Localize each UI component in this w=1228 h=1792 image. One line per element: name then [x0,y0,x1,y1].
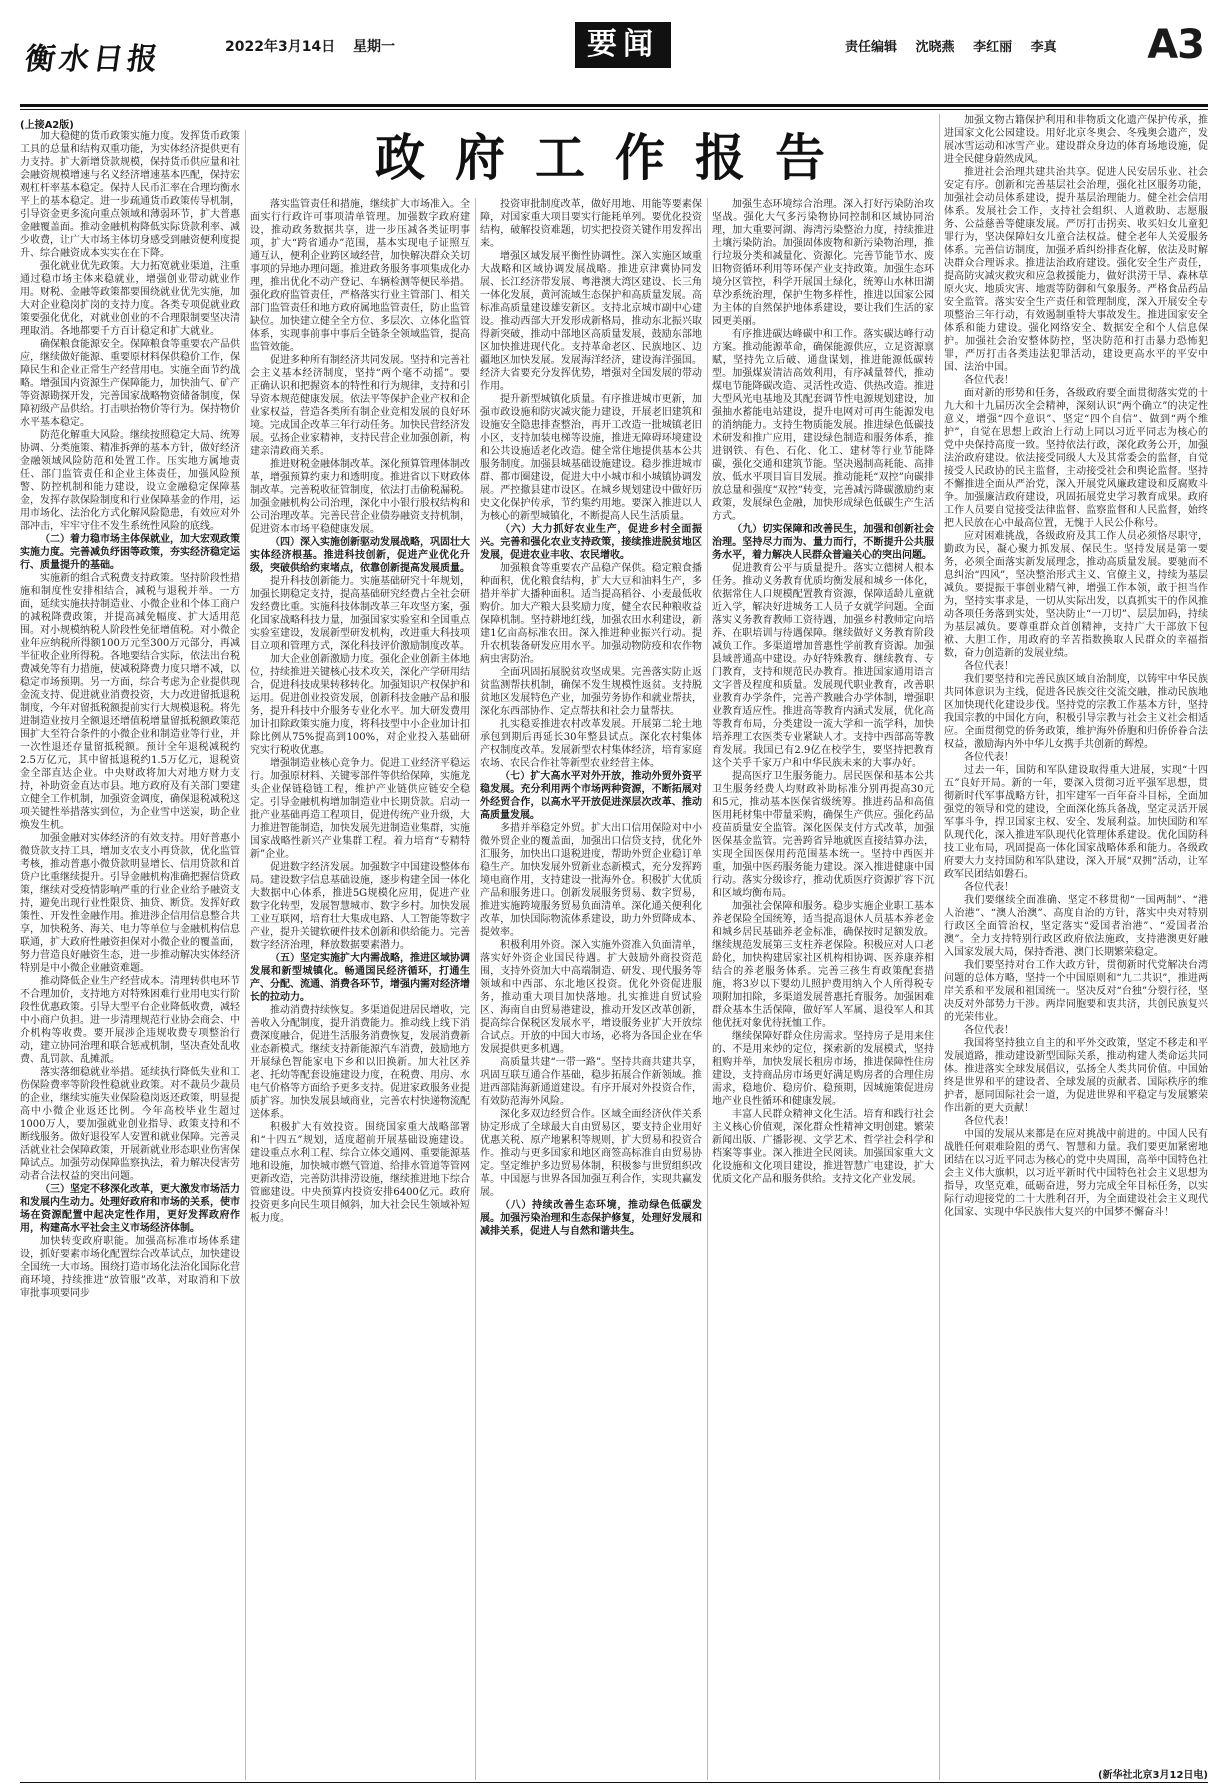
article-paragraph: 中国的发展从来都是在应对挑战中前进的。中国人民有战胜任何艰难险阻的勇气、智慧和力量。我们要更加紧密地团结在以习近平同志为核心的党中央周围，高举中国特色社会主义伟大旗帜，以习近平新时代中国特色社会主义思想为指导，攻坚克难，砥砺奋进，努力完成全年目标任务，以实际行动迎接党的二十大胜利召开，为全面建设社会主义现代化国家、实现中华民族伟大复兴的中国梦不懈奋斗！ [944,1129,1208,1218]
bottom-rule [20,1782,1208,1783]
article-paragraph: 加强文物古籍保护利用和非物质文化遗产保护传承，推进国家文化公园建设。用好北京冬奥会、冬残奥会遗产，发展冰雪运动和冰雪产业。建设群众身边的体育场地设施，促进全民健身蔚然成风。 [944,115,1208,165]
article-paragraph: 深化多双边经贸合作。区域全面经济伙伴关系协定形成了全球最大自由贸易区，要支持企业用好优惠关税、原产地累积等规则，扩大贸易和投资合作。推动与更多国家和地区商签高标准自由贸易协定。坚定维护多边贸易体制，积极参与世贸组织改革。中国愿与世界各国加强互利合作，实现共赢发展。 [480,1109,702,1198]
masthead-rule [20,104,1208,107]
article-paragraph: （三）坚定不移深化改革，更大激发市场活力和发展内生动力。处理好政府和市场的关系，使市场在资源配置中起决定性作用，更好发挥政府作用，构建高水平社会主义市场经济体制。 [20,1184,240,1234]
article-paragraph: （六）大力抓好农业生产，促进乡村全面振兴。完善和强化农业支持政策，接续推进脱贫地区发展，促进农业丰收、农民增收。 [480,524,702,561]
article-paragraph: 积极扩大有效投资。围绕国家重大战略部署和“十四五”规划，适度超前开展基础设施建设。建设重点水利工程、综合立体交通网、重要能源基地和设施，加快城市燃气管道、给排水管道等管网更新改造，完善防洪排涝设施，继续推进地下综合管廊建设。中央预算内投资安排6400亿元。政府投资更多向民生项目倾斜，加大社会民生领域补短板力度。 [250,1122,470,1224]
article-paragraph: 积极利用外资。深入实施外资准入负面清单，落实好外资企业国民待遇。扩大鼓励外商投资范围，支持外资加大中高端制造、研发、现代服务等领域和中西部、东北地区投资。优化外资促进服务，推动重大项目加快落地。扎实推进自贸试验区、海南自由贸易港建设，推动开发区改革创新，提高综合保税区发展水平，增设服务业扩大开放综合试点。开放的中国大市场，必将为各国企业在华发展提供更多机遇。 [480,940,702,1055]
editor-name: 沈晓燕 [915,40,955,55]
article-paragraph: 我们要继续全面准确、坚定不移贯彻“一国两制”、“港人治港”、“澳人治澳”、高度自治的方针，落实中央对特别行政区全面管治权，坚定落实“爱国者治港”、“爱国者治澳”。全力支持特别行政区政府依法施政，支持港澳更好融入国家发展大局，保持香港、澳门长期繁荣稳定。 [944,895,1208,958]
article-paragraph: 落实监管责任和措施，继续扩大市场准入。全面实行行政许可事项清单管理。加强数字政府建设，推动政务数据共享，进一步压减各类证明事项，扩大“跨省通办”范围，基本实现电子证照互通互认，便利企业跨区域经营，加快解决群众关切事项的异地办理问题。推进政务服务事项集成化办理，推出优化不动产登记、车辆检测等便民举措。强化政府监管责任，严格落实行业主管部门、相关部门监管责任和地方政府属地监管责任，防止监管缺位。加快建立健全全方位、多层次、立体化监管体系，实现事前事中事后全链条全领域监管，提高监管效能。 [250,199,470,353]
article-paragraph: 提高医疗卫生服务能力。居民医保和基本公共卫生服务经费人均财政补助标准分别再提高30元和5元，推动基本医保省级统筹。推进药品和高值医用耗材集中带量采购，确保生产供应。强化药品疫苗质量安全监管。深化医保支付方式改革，加强医保基金监管。完善跨省异地就医直接结算办法，实现全国医保用药范围基本统一。坚持中西医并重，加强中医药服务能力建设。深入推进健康中国行动。落实分级诊疗，推动优质医疗资源扩容下沉和区域均衡布局。 [712,771,934,899]
article-column-4 [712,198,934,1780]
column-divider [939,114,940,1780]
article-paragraph: 防范化解重大风险。继续按照稳定大局、统筹协调、分类施策、精准拆弹的基本方针，做好经济金融领域风险防范和处置工作。压实地方属地责任、部门监管责任和企业主体责任，加强风险预警、防控机制和能力建设，设立金融稳定保障基金，发挥存款保险制度和行业保障基金的作用，运用市场化、法治化方式化解风险隐患，有效应对外部冲击，牢牢守住不发生系统性风险的底线。 [20,430,240,532]
article-paragraph: （八）持续改善生态环境，推动绿色低碳发展。加强污染治理和生态保护修复，处理好发展和减排关系，促进人与自然和谐共生。 [480,1200,702,1237]
article-paragraph: 推动消费持续恢复。多渠道促进居民增收，完善收入分配制度，提升消费能力。推动线上线下消费深度融合，促进生活服务消费恢复，发展消费新业态新模式。继续支持新能源汽车消费，鼓励地方开展绿色智能家电下乡和以旧换新。加大社区养老、托幼等配套设施建设力度，在税费、用房、水电气价格等方面给予更多支持。促进家政服务业提质扩容。加快发展县域商业，完善农村快递物流配送体系。 [250,1005,470,1120]
article-paragraph: 各位代表！ [964,661,1014,672]
issue-weekday: 星期一 [353,39,395,55]
article-paragraph: 有序推进碳达峰碳中和工作。落实碳达峰行动方案。推动能源革命，确保能源供应，立足资源禀赋，坚持先立后破、通盘谋划，推进能源低碳转型。加强煤炭清洁高效利用，有序减量替代，推动煤电节能降碳改造、灵活性改造、供热改造。推进大型风光电基地及其配套调节性电源规划建设，加强抽水蓄能电站建设，提升电网对可再生能源发电的消纳能力。支持生物质能发展。推进绿色低碳技术研发和推广应用，建设绿色制造和服务体系，推进钢铁、有色、石化、化工、建材等行业节能降碳，强化交通和建筑节能。坚决遏制高耗能、高排放、低水平项目盲目发展。推动能耗“双控”向碳排放总量和强度“双控”转变，完善减污降碳激励约束政策，发展绿色金融，加快形成绿色低碳生产生活方式。 [712,329,934,522]
editor-credits [845,36,1071,55]
article-paragraph: 促进数字经济发展。加强数字中国建设整体布局。建设数字信息基础设施，逐步构建全国一体化大数据中心体系，推进5G规模化应用，促进产业数字化转型，发展智慧城市、数字乡村。加快发展工业互联网，培育壮大集成电路、人工智能等数字产业，提升关键软硬件技术创新和供给能力。完善数字经济治理，释放数据要素潜力。 [250,862,470,951]
article-paragraph: 增强区域发展平衡性协调性。深入实施区域重大战略和区域协调发展战略。推进京津冀协同发展、长江经济带发展、粤港澳大湾区建设、长三角一体化发展，黄河流域生态保护和高质量发展。高标准高质量建设雄安新区。支持北京城市副中心建设。推动西部大开发形成新格局，推动东北振兴取得新突破，推动中部地区高质量发展，鼓励东部地区加快推进现代化。支持革命老区、民族地区、边疆地区加快发展。发展海洋经济，建设海洋强国。经济大省要充分发挥优势，增强对全国发展的带动作用。 [480,251,702,392]
article-paragraph: （二）着力稳市场主体保就业，加大宏观政策实施力度。完善减负纾困等政策，夯实经济稳定运行、质量提升的基础。 [20,534,240,571]
article-paragraph: 各位代表！ [964,1025,1014,1036]
article-paragraph: 继续保障好群众住房需求。坚持房子是用来住的、不是用来炒的定位，探索新的发展模式，坚持租购并举，加快发展长租房市场，推进保障性住房建设，支持商品房市场更好满足购房者的合理住房需求，稳地价、稳房价、稳预期，因城施策促进房地产业良性循环和健康发展。 [712,1031,934,1107]
article-paragraph: 丰富人民群众精神文化生活。培育和践行社会主义核心价值观，深化群众性精神文明创建。繁荣新闻出版、广播影视、文学艺术、哲学社会科学和档案等事业。深入推进全民阅读。加强国家重大文化设施和文化项目建设，推进智慧广电建设，扩大优质文化产品和服务供给。支持文化产业发展。 [712,1109,934,1185]
article-column-3 [480,198,702,1780]
article-paragraph: 实施新的组合式税费支持政策。坚持阶段性措施和制度性安排相结合，减税与退税并举。一方面，延续实施扶持制造业、小微企业和个体工商户的减税降费政策，并提高减免幅度、扩大适用范围。对小规模纳税人阶段性免征增值税。对小微企业年应纳税所得额100万元至300万元部分，再减半征收企业所得税。各地要结合实际，依法出台税费减免等有力措施，使减税降费力度只增不减，以稳定市场预期。另一方面，综合考虑为企业提供现金流支持、促进就业消费投资，大力改进留抵退税制度，今年对留抵税额提前实行大规模退税。将先进制造业按月全额退还增值税增量留抵税额政策范围扩大至符合条件的小微企业和制造业等行业，并一次性退还存量留抵税额。预计全年退税减税约2.5万亿元，其中留抵退税约1.5万亿元，退税资金全部直达企业。中央财政将加大对地方财力支持，补助资金直达市县。地方政府及有关部门要建立健全工作机制，加强资金调度，确保退税减税这项关键性举措落实到位，为企业雪中送炭，助企业焕发生机。 [20,573,240,831]
article-paragraph: 多措并举稳定外贸。扩大出口信用保险对中小微外贸企业的覆盖面，加强出口信贷支持，优化外汇服务，加快出口退税进度，帮助外贸企业稳订单稳生产。加快发展外贸新业态新模式，充分发挥跨境电商作用，支持建设一批海外仓。积极扩大优质产品和服务进口。创新发展服务贸易、数字贸易，推进实施跨境服务贸易负面清单。深化通关便利化改革，加快国际物流体系建设，助力外贸降成本、提效率。 [480,823,702,938]
article-paragraph: 全面巩固拓展脱贫攻坚成果。完善落实防止返贫监测帮扶机制，确保不发生规模性返贫。支持脱贫地区发展特色产业，加强劳务协作和就业帮扶，深化东西部协作、定点帮扶和社会力量帮扶。 [480,667,702,717]
source-note: (新华社北京3月12日电) [1097,1770,1208,1781]
column-divider [707,198,708,1780]
article-paragraph: 加强金融对实体经济的有效支持。用好普惠小微贷款支持工具，增加支农支小再贷款，优化监管考核，推动普惠小微贷款明显增长、信用贷款和首贷户比重继续提升。引导金融机构准确把握信贷政策，继续对受疫情影响严重的行业企业给予融资支持，避免出现行业性限贷、抽贷、断贷。发挥好政策性、开发性金融作用。推进涉企信用信息整合共享，加快税务、海关、电力等单位与金融机构信息联通，扩大政府性融资担保对小微企业的覆盖面，努力营造良好融资生态，进一步推动解决实体经济特别是中小微企业融资难题。 [20,833,240,974]
editor-name: 李红丽 [973,40,1013,55]
section-label: 要闻 [575,22,671,68]
article-paragraph: 推动降低企业生产经营成本。清理转供电环节不合理加价，支持地方对特殊困难行业用电实行阶段性优惠政策。引导大型平台企业降低收费，减轻中小商户负担。进一步清理规范行业协会商会、中介机构等收费。要开展涉企违规收费专项整治行动，建立协同治理和联合惩戒机制，坚决查处乱收费、乱罚款、乱摊派。 [20,976,240,1065]
article-paragraph: 扎实稳妥推进农村改革发展。开展第二轮土地承包到期后再延长30年整县试点。深化农村集体产权制度改革。发展新型农村集体经济，培育家庭农场、农民合作社等新型农业经营主体。 [480,719,702,769]
article-paragraph: 我们要坚持和完善民族区域自治制度，以铸牢中华民族共同体意识为主线，促进各民族交往交流交融，推动民族地区加快现代化建设步伐。坚持党的宗教工作基本方针，坚持我国宗教的中国化方向，积极引导宗教与社会主义社会相适应。全面贯彻党的侨务政策，维护海外侨胞和归侨侨眷合法权益，激励海内外中华儿女携手共创新的辉煌。 [944,674,1208,750]
article-paragraph: （四）深入实施创新驱动发展战略，巩固壮大实体经济根基。推进科技创新，促进产业优化升级，突破供给约束堵点，依靠创新提高发展质量。 [250,537,470,574]
article-paragraph: （九）切实保障和改善民生，加强和创新社会治理。坚持尽力而为、量力而行，不断提升公共服务水平，着力解决人民群众普遍关心的突出问题。 [712,524,934,561]
article-paragraph: 加强社会保障和服务。稳步实施企业职工基本养老保险全国统筹，适当提高退休人员基本养老金和城乡居民基础养老金标准，确保按时足额发放。继续规范发展第三支柱养老保险。积极应对人口老龄化，加快构建居家社区机构相协调、医养康养相结合的养老服务体系。完善三孩生育政策配套措施，将3岁以下婴幼儿照护费用纳入个人所得税专项附加扣除，多渠道发展普惠托育服务。加强困难群众基本生活保障，做好军人军属、退役军人和其他优抚对象优待抚恤工作。 [712,901,934,1029]
article-paragraph: 高质量共建“一带一路”。坚持共商共建共享，巩固互联互通合作基础，稳步拓展合作新领域。推进西部陆海新通道建设。有序开展对外投资合作，有效防范海外风险。 [480,1057,702,1107]
masthead-rule-thin [20,109,1208,110]
article-paragraph: 加强粮食等重要农产品稳产保供。稳定粮食播种面积，优化粮食结构，扩大大豆和油料生产，多措并举扩大播种面积。适当提高稻谷、小麦最低收购价。加大产粮大县奖励力度，健全农民种粮收益保障机制。坚持耕地红线，加强农田水利建设，新建1亿亩高标准农田。深入推进种业振兴行动。提升农机装备研发应用水平。加强动物防疫和农作物病虫害防治。 [480,563,702,665]
article-paragraph: （七）扩大高水平对外开放，推动外贸外资平稳发展。充分利用两个市场两种资源，不断拓展对外经贸合作，以高水平开放促进深层次改革、推动高质量发展。 [480,771,702,821]
article-column-2 [250,198,470,1780]
article-paragraph: 加大稳健的货币政策实施力度。发挥货币政策工具的总量和结构双重功能，为实体经济提供更有力支持。扩大新增贷款规模，保持货币供应量和社会融资规模增速与名义经济增速基本匹配，保持宏观杠杆率基本稳定。保持人民币汇率在合理均衡水平上的基本稳定。进一步疏通货币政策传导机制，引导资金更多流向重点领域和薄弱环节，扩大普惠金融覆盖面。推动金融机构降低实际贷款利率、减少收费，让广大市场主体切身感受到融资便利度提升、综合融资成本实实在在下降。 [20,131,240,259]
article-column-5 [944,114,1208,1764]
article-paragraph: 增强制造业核心竞争力。促进工业经济平稳运行。加强原材料、关键零部件等供给保障，实施龙头企业保链稳链工程，维护产业链供应链安全稳定。引导金融机构增加制造业中长期贷款。启动一批产业基础再造工程项目，促进传统产业升级，大力推进智能制造，加快发展先进制造业集群，实施国家战略性新兴产业集群工程。着力培育“专精特新”企业。 [250,758,470,860]
article-paragraph: 落实落细稳就业举措。延续执行降低失业和工伤保险费率等阶段性稳就业政策。对不裁员少裁员的企业，继续实施失业保险稳岗返还政策，明显提高中小微企业返还比例。今年高校毕业生超过1000万人，要加强就业创业指导、政策支持和不断线服务。做好退役军人安置和就业保障。完善灵活就业社会保障政策，开展新就业形态职业伤害保障试点。加强劳动保障监察执法，着力解决侵害劳动者合法权益的突出问题。 [20,1067,240,1182]
article-paragraph: 提升新型城镇化质量。有序推进城市更新，加强市政设施和防灾减灾能力建设，开展老旧建筑和设施安全隐患排查整治，再开工改造一批城镇老旧小区，支持加装电梯等设施，推进无障碍环境建设和公共设施适老化改造。健全常住地提供基本公共服务制度。加强县城基础设施建设。稳步推进城市群、都市圈建设，促进大中小城市和小城镇协调发展。严控撤县建市设区。在城乡规划建设中做好历史文化保护传承，节约集约用地。要深入推进以人为核心的新型城镇化，不断提高人民生活质量。 [480,394,702,522]
article-paragraph: 应对困难挑战，各级政府及其工作人员必须恪尽职守，勤政为民，凝心聚力抓发展、保民生。坚持发展是第一要务，必须全面落实新发展理念，推动高质量发展。要驰而不息纠治“四风”，坚决整治形式主义、官僚主义，持续为基层减负。要提振干事创业精气神，增强工作本领，敢于担当作为，坚持实事求是，一切从实际出发，以真抓实干的作风推动各项任务落到实处，坚决防止“一刀切”、层层加码，持续为基层减负。要尊重群众首创精神，支持广大干部放下包袱、大胆工作，用政府的辛苦指数换取人民群众的幸福指数，奋力创造新的发展业绩。 [944,531,1208,659]
article-paragraph: 强化就业优先政策。大力拓宽就业渠道，注重通过稳市场主体来稳就业，增强创业带动就业作用。财税、金融等政策都要围绕就业优先实施，加大对企业稳岗扩岗的支持力度。各类专项促就业政策要强化优化，对就业创业的不合理限制要坚决清理取消。各地都要千方百计稳定和扩大就业。 [20,261,240,337]
article-paragraph: 加大企业创新激励力度。强化企业创新主体地位，持续推进关键核心技术攻关，深化产学研用结合，促进科技成果转移转化。加强知识产权保护和运用。促进创业投资发展，创新科技金融产品和服务，提升科技中介服务专业化水平。加大研发费用加计扣除政策实施力度，将科技型中小企业加计扣除比例从75%提高到100%，对企业投入基础研究实行税收优惠。 [250,654,470,756]
article-paragraph: （五）坚定实施扩大内需战略，推进区域协调发展和新型城镇化。畅通国民经济循环，打通生产、分配、流通、消费各环节，增强内需对经济增长的拉动力。 [250,953,470,1003]
article-paragraph: 各位代表！ [964,1116,1014,1127]
article-paragraph: 各位代表！ [964,752,1014,763]
article-paragraph: 面对新的形势和任务，各级政府要全面贯彻落实党的十九大和十九届历次全会精神，深刻认识“两个确立”的决定性意义，增强“四个意识”、坚定“四个自信”、做到“两个维护”，自觉在思想上政治上行动上同以习近平同志为核心的党中央保持高度一致。坚持依法行政，深化政务公开，加强法治政府建设。依法接受同级人大及其常委会的监督，自觉接受人民政协的民主监督，主动接受社会和舆论监督。坚持不懈推进全面从严治党，深入开展党风廉政建设和反腐败斗争。加强廉洁政府建设，巩固拓展党史学习教育成果。政府工作人员要自觉接受法律监督、监察监督和人民监督，始终把人民放在心中最高位置，无愧于人民公仆称号。 [944,388,1208,529]
article-paragraph: 促进多种所有制经济共同发展。坚持和完善社会主义基本经济制度，坚持“两个毫不动摇”。要正确认识和把握资本的特性和行为规律，支持和引导资本规范健康发展。依法平等保护企业产权和企业家权益，营造各类所有制企业竞相发展的良好环境。完成国企改革三年行动任务。加快民营经济发展。弘扬企业家精神，支持民营企业加强创新，构建亲清政商关系。 [250,355,470,457]
issue-date: 2022年3月14日 [225,39,336,55]
page-number: A3 [1147,22,1204,68]
article-paragraph: 确保粮食能源安全。保障粮食等重要农产品供应，继续做好能源、重要原材料保供稳价工作，保障民生和企业正常生产经营用电。实施全面节约战略。增强国内资源生产保障能力，加快油气、矿产等资源勘探开发，完善国家战略物资储备制度，保障初级产品供给。打击哄抬物价等行为。保持物价水平基本稳定。 [20,339,240,428]
article-paragraph: 我们要坚持对台工作大政方针，贯彻新时代党解决台湾问题的总体方略，坚持一个中国原则和“九二共识”，推进两岸关系和平发展和祖国统一。坚决反对“台独”分裂行径，坚决反对外部势力干涉。两岸同胞要和衷共济，共创民族复兴的光荣伟业。 [944,960,1208,1023]
continued-note: (上接A2版) [20,120,74,131]
article-paragraph: 加强生态环境综合治理。深入打好污染防治攻坚战。强化大气多污染物协同控制和区域协同治理，加大重要河湖、海湾污染整治力度，持续推进土壤污染防治。加强固体废物和新污染物治理，推行垃圾分类和减量化、资源化。完善节能节水、废旧物资循环利用等环保产业支持政策。加强生态环境分区管控，科学开展国土绿化，统筹山水林田湖草沙系统治理，保护生物多样性，推进以国家公园为主体的自然保护地体系建设，要让我们生活的家园更美丽。 [712,199,934,327]
article-paragraph: 推进社会治理共建共治共享。促进人民安居乐业、社会安定有序。创新和完善基层社会治理，强化社区服务功能，加强社会动员体系建设，提升基层治理能力。健全社会信用体系。发展社会工作，支持社会组织、人道救助、志愿服务、公益慈善等健康发展。严厉打击拐卖、收买妇女儿童犯罪行为，坚决保障妇女儿童合法权益。健全老年人关爱服务体系。完善信访制度，加强矛盾纠纷排查化解，依法及时解决群众合理诉求。推进法治政府建设。强化安全生产责任，提高防灾减灾救灾和应急救援能力，做好洪涝干旱、森林草原火灾、地质灾害、地震等防御和气象服务。严格食品药品安全监管。落实安全生产责任和管理制度，深入开展安全专项整治三年行动，有效遏制重特大事故发生。推进国家安全体系和能力建设。强化网络安全、数据安全和个人信息保护。加强社会治安整体防控，坚决防范和打击暴力恐怖犯罪，严厉打击各类违法犯罪活动，建设更高水平的平安中国、法治中国。 [944,167,1208,373]
article-column-1 [20,130,240,1780]
article-paragraph: 各位代表！ [964,882,1014,893]
article-paragraph: 过去一年，国防和军队建设取得重大进展，实现“十四五”良好开局。新的一年，要深入贯彻习近平强军思想，贯彻新时代军事战略方针，扣牢建军一百年奋斗目标，全面加强党的领导和党的建设，全面深化练兵备战，坚定灵活开展军事斗争，捍卫国家主权、安全、发展利益。加快国防和军队现代化，深入推进军队现代化管理体系建设。优化国防科技工业布局，巩固提高一体化国家战略体系和能力。各级政府要大力支持国防和军队建设，深入开展“双拥”活动，让军政军民团结如磐石。 [944,765,1208,880]
column-divider [475,198,476,1780]
masthead [20,18,1208,78]
editor-credit-label: 责任编辑 [845,40,898,55]
editor-name: 李真 [1030,40,1057,55]
newspaper-logo: 衡水日报 [22,42,164,77]
article-paragraph: 推进财税金融体制改革。深化预算管理体制改革，增强预算约束力和透明度。推进省以下财政体制改革。完善税收征管制度，依法打击偷税漏税。加强金融机构公司治理，深化中小银行股权结构和公司治理改革。完善民营企业债券融资支持机制，促进资本市场平稳健康发展。 [250,459,470,535]
article-paragraph: 提升科技创新能力。实施基础研究十年规划，加强长期稳定支持，提高基础研究经费占全社会研发经费比重。实施科技体制改革三年攻坚方案，强化国家战略科技力量，加强国家实验室和全国重点实验室建设，发展新型研发机构，改进重大科技项目立项和管理方式，深化科技评价激励制度改革。 [250,576,470,652]
article-paragraph: 投资审批制度改革，做好用地、用能等要素保障，对国家重大项目要实行能耗单列。要优化投资结构，破解投资难题，切实把投资关键作用发挥出来。 [480,199,702,249]
article-headline: 政府工作报告 [375,128,855,187]
article-paragraph: 各位代表！ [964,375,1014,386]
article-paragraph: 促进教育公平与质量提升。落实立德树人根本任务。推动义务教育优质均衡发展和城乡一体化，依据常住人口规模配置教育资源，保障适龄儿童就近入学，解决好进城务工人员子女就学问题。全面落实义务教育教师工资待遇，加强乡村教师定向培养、在职培训与待遇保障。继续做好义务教育阶段减负工作。多渠道增加普惠性学前教育资源。加强县域普通高中建设。办好特殊教育、继续教育、专门教育，支持和规范民办教育。推进国家通用语言文字普及程度和质量。发展现代职业教育，改善职业教育办学条件，完善产教融合办学体制，增强职业教育适应性。推进高等教育内涵式发展，优化高等教育布局，分类建设一流大学和一流学科，加快培养理工农医类专业紧缺人才。支持中西部高等教育发展。我国已有2.9亿在校学生，要坚持把教育这个关乎千家万户和中华民族未来的大事办好。 [712,563,934,769]
article-paragraph: 我国将坚持独立自主的和平外交政策，坚定不移走和平发展道路，推动建设新型国际关系，推动构建人类命运共同体。推进落实全球发展倡议，弘扬全人类共同价值。中国始终是世界和平的建设者、全球发展的贡献者、国际秩序的维护者，愿同国际社会一道，为促进世界和平稳定与发展繁荣作出新的更大贡献！ [944,1038,1208,1114]
column-divider [245,130,246,1780]
article-paragraph: 加快转变政府职能。加强高标准市场体系建设，抓好要素市场化配置综合改革试点，加快建设全国统一大市场。围绕打造市场化法治化国际化营商环境，持续推进“放管服”改革，对取消和下放审批事项要同步 [20,1236,240,1299]
